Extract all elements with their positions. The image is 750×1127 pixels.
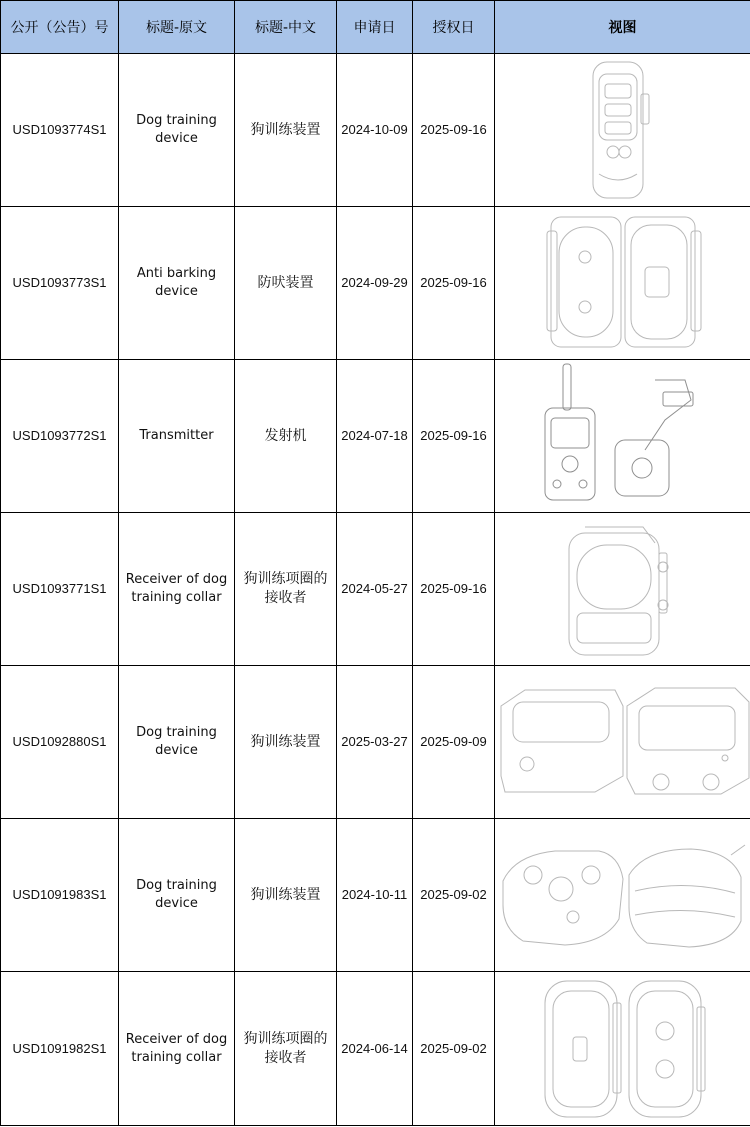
title-orig-cell xyxy=(119,819,235,972)
header-row xyxy=(1,1,750,54)
table-row xyxy=(1,819,750,972)
header-pub-no: 公开（公告）号 xyxy=(1,1,119,54)
app-date-cell: 2024-07-18 xyxy=(337,360,413,513)
title-orig-cell xyxy=(119,666,235,819)
grant-date-cell: 2025-09-02 xyxy=(413,972,495,1126)
title-cn-cell xyxy=(235,972,337,1126)
collar-receiver-drawing-icon xyxy=(495,513,750,665)
pub-no-cell: USD1093773S1 xyxy=(1,207,119,360)
title-orig-text: Transmitter xyxy=(139,428,214,443)
title-orig-text: Dog training device xyxy=(136,878,217,911)
title-cn-cell: 狗训练装置 xyxy=(235,54,337,207)
title-cn-cell: 发射机 xyxy=(235,360,337,513)
header-app-date: 申请日 xyxy=(337,1,413,54)
table-row xyxy=(1,666,750,819)
title-orig-text: Dog training device xyxy=(136,113,217,146)
pub-no-cell: USD1093771S1 xyxy=(1,513,119,666)
view-cell xyxy=(495,360,750,513)
view-cell xyxy=(495,666,750,819)
title-orig-cell xyxy=(119,54,235,207)
view-cell xyxy=(495,513,750,666)
grant-date-cell: 2025-09-02 xyxy=(413,819,495,972)
app-date-cell: 2024-05-27 xyxy=(337,513,413,666)
pub-no-cell: USD1091982S1 xyxy=(1,972,119,1126)
grant-date-cell: 2025-09-16 xyxy=(413,54,495,207)
grant-date-cell: 2025-09-09 xyxy=(413,666,495,819)
header-grant-date: 授权日 xyxy=(413,1,495,54)
collar-receiver-drawing-icon xyxy=(495,973,750,1125)
table-row xyxy=(1,360,750,513)
table-row xyxy=(1,207,750,360)
view-cell xyxy=(495,54,750,207)
title-orig-cell xyxy=(119,513,235,666)
title-cn-text: 狗训练项圈的接收者 xyxy=(243,571,328,606)
anti-bark-collar-drawing-icon xyxy=(495,207,750,359)
grant-date-cell: 2025-09-16 xyxy=(413,513,495,666)
title-orig-cell xyxy=(119,972,235,1126)
app-date-cell: 2025-03-27 xyxy=(337,666,413,819)
app-date-cell: 2024-10-11 xyxy=(337,819,413,972)
view-cell xyxy=(495,972,750,1126)
pub-no-cell: USD1091983S1 xyxy=(1,819,119,972)
title-cn-cell xyxy=(235,513,337,666)
transmitter-drawing-icon xyxy=(495,360,750,512)
title-orig-text: Anti barking device xyxy=(136,266,217,299)
app-date-cell: 2024-10-09 xyxy=(337,54,413,207)
pub-no-cell: USD1093772S1 xyxy=(1,360,119,513)
title-orig-text: Receiver of dog training collar xyxy=(125,1031,228,1065)
title-cn-cell: 狗训练装置 xyxy=(235,819,337,972)
pub-no-cell: USD1093774S1 xyxy=(1,54,119,207)
title-cn-cell: 狗训练装置 xyxy=(235,666,337,819)
header-title-orig: 标题-原文 xyxy=(119,1,235,54)
grant-date-cell: 2025-09-16 xyxy=(413,207,495,360)
table-row xyxy=(1,513,750,666)
title-orig-cell xyxy=(119,207,235,360)
title-orig-text: Dog training device xyxy=(136,725,217,758)
title-orig-text: Receiver of dog training collar xyxy=(125,572,228,605)
app-date-cell: 2024-06-14 xyxy=(337,972,413,1126)
dog-training-device-drawing-icon xyxy=(495,666,750,818)
table-row xyxy=(1,972,750,1126)
title-cn-text: 狗训练项圈的接收者 xyxy=(243,1030,328,1066)
dog-training-device-drawing-icon xyxy=(495,819,750,971)
title-orig-cell xyxy=(119,360,235,513)
title-cn-cell: 防吠装置 xyxy=(235,207,337,360)
view-cell xyxy=(495,819,750,972)
header-view: 视图 xyxy=(495,1,750,54)
table-row xyxy=(1,54,750,207)
dog-training-remote-drawing-icon xyxy=(495,54,750,206)
pub-no-cell: USD1092880S1 xyxy=(1,666,119,819)
app-date-cell: 2024-09-29 xyxy=(337,207,413,360)
grant-date-cell: 2025-09-16 xyxy=(413,360,495,513)
header-title-cn: 标题-中文 xyxy=(235,1,337,54)
view-cell xyxy=(495,207,750,360)
